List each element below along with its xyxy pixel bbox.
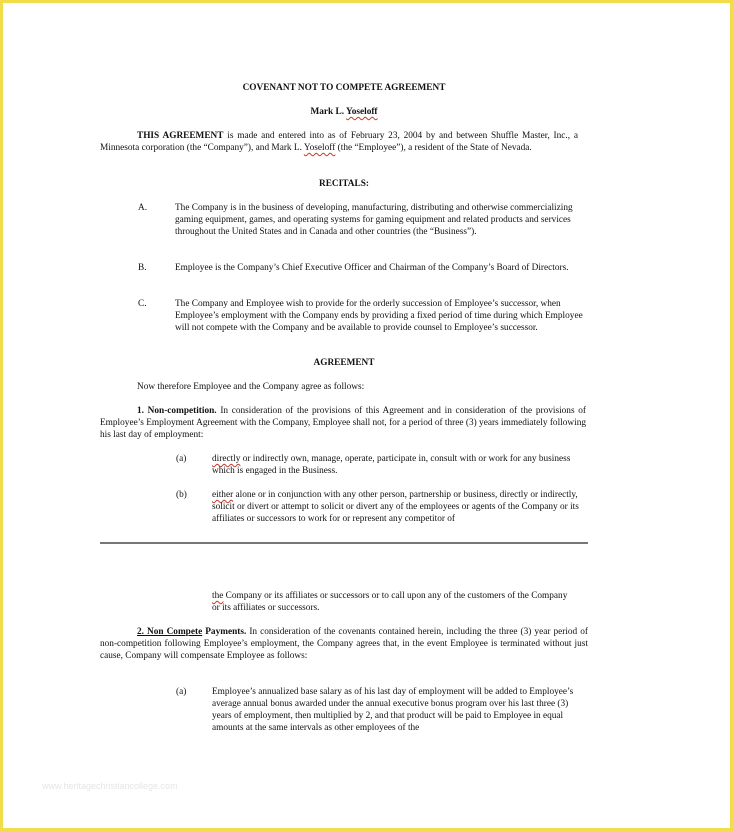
watermark-text: www.heritagechristiancollege.com: [42, 781, 178, 791]
agreement-heading: AGREEMENT: [313, 358, 375, 368]
party-name-first: Mark L.: [310, 107, 347, 117]
intro-paragraph: [100, 130, 578, 154]
section-1-paragraph: [100, 405, 586, 441]
clause-1a-text: [212, 453, 587, 477]
intro-text-2: (the “Employee”), a resident of the State of Nevada.: [335, 143, 532, 153]
clause-2a-label: (a): [176, 687, 187, 697]
continued-first-word: the: [212, 591, 224, 601]
recital-a-text: The Company is in the business of developing, manufacturing, distributing and otherwise commercializing gaming equipment, games, and operating systems for gaming equipment and related products and services throughout the United States and in Canada and other countries (the “Business”).: [175, 203, 573, 237]
clause-2a-text: Employee’s annualized base salary as of his last day of employment will be added to Employee’s average annual bonus awarded under the annual executive bonus program over his last three (3) years of employment, then multiplied by 2, and that product will be paid to Employee in equal amounts at the same intervals as other employees of the: [212, 687, 574, 733]
recital-b-letter: B.: [138, 263, 147, 273]
clause-1b-body: alone or in conjunction with any other person, partnership or business, directly or indirectly, solicit or divert or attempt to solicit or divert any of the employees or agents of the Company or its affiliates or successors to work for or represent any competitor of: [212, 490, 579, 524]
section-2-heading-cont: Payments.: [202, 627, 247, 637]
intro-bold: THIS AGREEMENT: [137, 131, 224, 141]
section-2-heading: 2. Non Compete: [137, 627, 203, 637]
section-2-text: In consideration of the covenants contained herein, including the three (3) year period of non-competition following Employee’s employment, the Company agrees that, in the event Employee is terminated without just cause, Company will compensate Employee as follows:: [100, 627, 588, 661]
section-1-text: In consideration of the provisions of this Agreement and in consideration of the provisions of Employee’s Employment Agreement with the Company, Employee shall not, for a period of three (3) years immediately following his last day of employment:: [100, 406, 587, 440]
clause-1b-first-word: either: [212, 490, 234, 500]
clause-1a-body: or indirectly own, manage, operate, participate in, consult with or work for any business which is engaged in the Business.: [212, 454, 571, 476]
now-therefore-text: Now therefore Employee and the Company agree as follows:: [137, 382, 365, 392]
recital-c-text: The Company and Employee wish to provide for the orderly succession of Employee’s successor, when Employee’s employment with the Company ends by providing a fixed period of time during which Employee will not compete with the Company and be available to provide counsel to Employee’s successor.: [175, 299, 583, 333]
party-name: [100, 106, 588, 118]
clause-1b-continued: [212, 590, 577, 614]
intro-text-1: is made and entered into as of February 23, 2004 by and between Shuffle Master, Inc., a Minnesota corporation (the “Company”), and Mark L.: [100, 131, 578, 153]
recital-c-letter: C.: [138, 299, 147, 309]
clause-1b-text: [212, 489, 590, 525]
doc-title: COVENANT NOT TO COMPETE AGREEMENT: [242, 83, 446, 93]
recitals-heading: RECITALS:: [319, 179, 369, 189]
party-name-last: Yoseloff: [346, 107, 378, 117]
page-break-divider: [100, 542, 588, 544]
clause-1b-label: (b): [176, 490, 187, 500]
continued-body: Company or its affiliates or successors or to call upon any of the customers of the Company or its affiliates or successors.: [212, 591, 568, 613]
section-2-paragraph: [100, 626, 588, 662]
clause-1a-first-word: directly: [212, 454, 241, 464]
recital-a-letter: A.: [138, 203, 148, 213]
recital-b-text: Employee is the Company’s Chief Executive Officer and Chairman of the Company’s Board of Directors.: [175, 263, 569, 273]
section-1-heading: 1. Non-competition.: [137, 406, 217, 416]
clause-1a-label: (a): [176, 454, 187, 464]
intro-last-name: Yoseloff: [303, 143, 336, 153]
